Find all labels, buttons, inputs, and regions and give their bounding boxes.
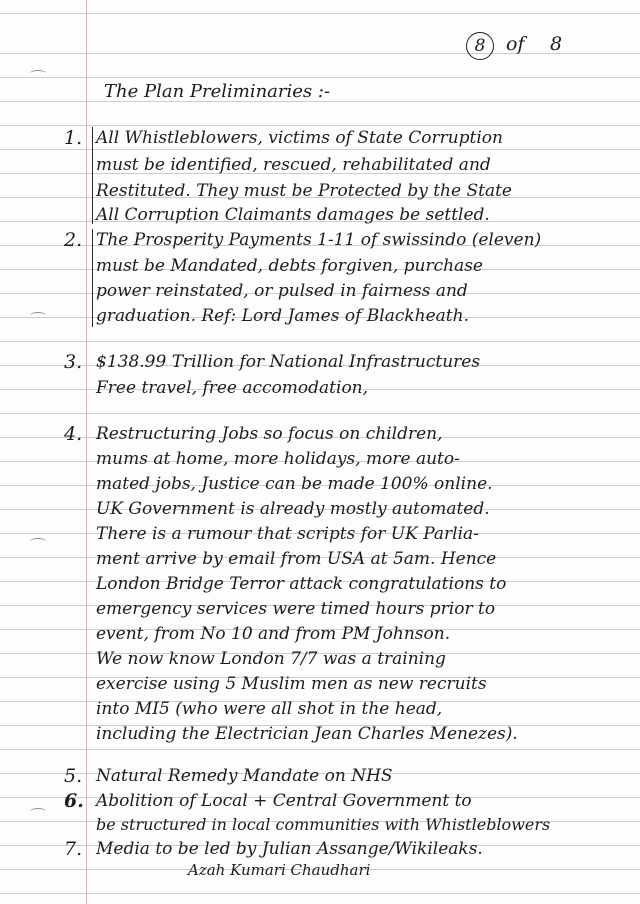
bracket-mark xyxy=(92,127,93,224)
item-line: Restructuring Jobs so focus on children, xyxy=(96,424,443,444)
page-number-current: 8 xyxy=(466,32,494,60)
item-line: power reinstated, or pulsed in fairness and xyxy=(96,281,468,301)
item-number: 1. xyxy=(64,127,83,149)
punch-hole-mark xyxy=(30,538,46,545)
item-line: event, from No 10 and from PM Johnson. xyxy=(96,624,451,644)
item-line: emergency services were timed hours prior to xyxy=(96,599,496,619)
bracket-mark xyxy=(92,229,93,327)
margin-line xyxy=(86,0,87,904)
item-line: Abolition of Local + Central Government to xyxy=(96,791,472,811)
item-number: 2. xyxy=(64,229,83,251)
item-line: Natural Remedy Mandate on NHS xyxy=(96,766,393,786)
item-line: All Whistleblowers, victims of State Corruption xyxy=(96,128,503,148)
item-line: London Bridge Terror attack congratulations to xyxy=(96,574,507,594)
page-number xyxy=(466,32,606,60)
item-number: 5. xyxy=(64,765,83,787)
item-line: ment arrive by email from USA at 5am. Hence xyxy=(96,549,497,569)
item-line: graduation. Ref: Lord James of Blackheath. xyxy=(96,306,469,326)
item-number: 4. xyxy=(64,423,83,445)
page-number-total: 8 xyxy=(550,33,563,55)
page-number-of: of xyxy=(506,33,525,55)
item-line: be structured in local communities with Whistleblowers xyxy=(96,815,551,834)
item-line: Media to be led by Julian Assange/Wikileaks. xyxy=(96,839,483,859)
item-number: 6. xyxy=(64,790,84,812)
signature: Azah Kumari Chaudhari xyxy=(188,861,371,879)
item-line: exercise using 5 Muslim men as new recruits xyxy=(96,674,487,694)
item-line: $138.99 Trillion for National Infrastructures xyxy=(96,352,481,372)
item-line: including the Electrician Jean Charles Menezes). xyxy=(96,724,518,744)
item-number: 7. xyxy=(64,838,83,860)
item-line: must be identified, rescued, rehabilitated and xyxy=(96,155,491,175)
item-line: We now know London 7/7 was a training xyxy=(96,649,446,669)
punch-hole-mark xyxy=(30,312,46,319)
item-number: 3. xyxy=(64,351,83,373)
item-line: must be Mandated, debts forgiven, purchase xyxy=(96,256,483,276)
item-line: mated jobs, Justice can be made 100% online. xyxy=(96,474,493,494)
punch-hole-mark xyxy=(30,808,46,815)
item-line: All Corruption Claimants damages be settled. xyxy=(96,205,490,225)
item-line: UK Government is already mostly automated. xyxy=(96,499,490,519)
item-line: There is a rumour that scripts for UK Parlia- xyxy=(96,524,479,544)
item-line: The Prosperity Payments 1-11 of swissindo (eleven) xyxy=(96,230,542,250)
item-line: into MI5 (who were all shot in the head, xyxy=(96,699,443,719)
item-line: mums at home, more holidays, more auto- xyxy=(96,449,460,469)
page-title: The Plan Preliminaries :- xyxy=(104,81,331,102)
item-line: Restituted. They must be Protected by the State xyxy=(96,181,512,201)
item-line: Free travel, free accomodation, xyxy=(96,378,369,398)
punch-hole-mark xyxy=(30,70,46,77)
